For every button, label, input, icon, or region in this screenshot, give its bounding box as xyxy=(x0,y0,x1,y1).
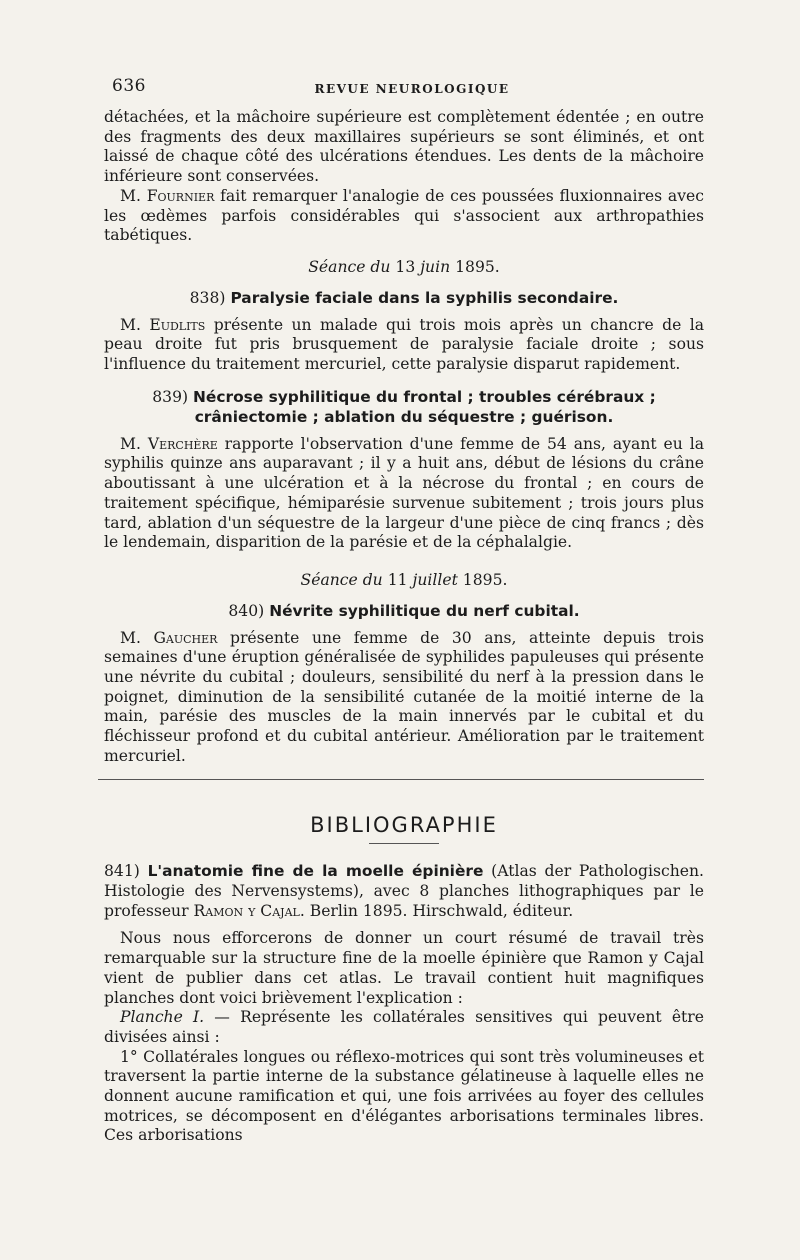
entry-body xyxy=(104,316,704,375)
entry-title-text: Névrite syphilitique du nerf cubital. xyxy=(269,601,580,620)
summary-paragraph: Nous nous efforcerons de donner un court résumé de travail très remarquable sur la structure fine de la moelle épinière que Ramon y Cajal vient de publier dans cet atlas. Le travail contient huit magnifiques planches dont voici brièvement l'explication : xyxy=(104,929,704,1007)
page-body xyxy=(104,108,704,1146)
author-name: Eudlits xyxy=(149,315,206,334)
entry-body xyxy=(104,435,704,553)
entry-number: 838) xyxy=(189,288,231,307)
paragraph-continued: détachées, et la mâchoire supérieure est complètement édentée ; en outre des fragments des deux maxillaires supérieurs se sont éliminés, et ont laissé de chaque côté des ulcérations étendues. Les dents de la mâchoire inférieure sont conservées. xyxy=(104,108,704,186)
section-heading: BIBLIOGRAPHIE xyxy=(310,812,498,837)
entry-publisher: . Berlin 1895. Hirschwald, éditeur. xyxy=(299,901,574,920)
item-paragraph: 1° Collatérales longues ou réflexo-motrices qui sont très volumineuses et traversent la partie interne de la substance gélatineuse à laquelle elles ne donnent aucune ramification et qui, une fois arrivées au foyer des cellules motrices, se décomposent en d'élégantes arborisations terminales libres. Ces arborisations xyxy=(104,1047,704,1145)
planche-paragraph xyxy=(104,1008,704,1047)
entry-title xyxy=(104,387,704,427)
entry-title-text: L'anatomie fine de la moelle épinière xyxy=(147,862,484,881)
entry-text: présente un malade qui trois mois après un chancre de la peau droite fut pris brusquement de paralysie faciale droite ; sous l'influence du traitement mercuriel, cette paralysie disparut rapidement. xyxy=(104,315,704,374)
entry-number: 839) xyxy=(152,387,194,406)
author-name: Verchère xyxy=(147,434,218,453)
section-divider xyxy=(98,779,704,780)
seance-year: 1895. xyxy=(457,570,508,589)
entry-citation: (Atlas der Pathologischen. Histologie des Nervensystems), avec 8 planches lithographiques par le professeur xyxy=(104,862,704,920)
author-name: Gaucher xyxy=(153,628,218,647)
seance-month: juillet xyxy=(412,570,458,589)
planche-text: — Représente les collatérales sensitives qui peuvent être divisées ainsi : xyxy=(104,1008,704,1046)
entry-number: 840) xyxy=(228,601,270,620)
running-head: REVUE NEUROLOGIQUE xyxy=(314,82,510,96)
bibliography-entry xyxy=(104,862,704,921)
seance-month: juin xyxy=(420,257,451,276)
paragraph-text: fait remarquer l'analogie de ces poussées fluxionnaires avec les œdèmes parfois considérables qui s'associent aux arthropathies tabétiques. xyxy=(104,186,704,245)
entry-title xyxy=(104,288,704,308)
entry-body xyxy=(104,629,704,767)
planche-label: Planche I. xyxy=(120,1008,205,1027)
entry-title-text: Nécrose syphilitique du frontal ; troubles cérébraux ; crâniectomie ; ablation du séquestre ; guérison. xyxy=(193,387,656,426)
entry-title-text: Paralysie faciale dans la syphilis secondaire. xyxy=(230,288,619,307)
seance-heading xyxy=(104,571,704,591)
seance-day: 11 xyxy=(382,570,413,589)
seance-label: Séance du xyxy=(300,570,383,589)
page-header xyxy=(112,76,712,100)
paragraph-fournier xyxy=(104,187,704,246)
entry-title xyxy=(104,601,704,621)
page-number: 636 xyxy=(112,76,146,96)
entry-number: 841) xyxy=(104,862,148,881)
seance-heading xyxy=(104,258,704,278)
entry-text: présente une femme de 30 ans, atteinte depuis trois semaines d'une éruption généralisée de syphilides papuleuses qui présente une névrite du cubital ; douleurs, sensibilité du nerf à la pression dans le poignet, diminution de la sensibilité cutanée de la moitié interne de la main, parésie des muscles de la main innervés par le cubital et du fléchisseur profond et du cubital antérieur. Amélioration par le traitement mercuriel. xyxy=(104,628,704,765)
seance-year: 1895. xyxy=(450,257,500,276)
monsieur-abbrev: M. xyxy=(120,186,147,205)
monsieur-abbrev: M. xyxy=(120,628,154,647)
seance-label: Séance du xyxy=(308,257,391,276)
monsieur-abbrev: M. xyxy=(120,315,150,334)
entry-text: rapporte l'observation d'une femme de 54 ans, ayant eu la syphilis quinze ans auparavant ; il y a huit ans, début de lésions du crâne aboutissant à une ulcération et à la nécrose du frontal ; en cours de traitement spécifique, hémiparésie survenue subitement ; trois jours plus tard, ablation d'un séquestre de la largeur d'une pièce de cinq francs ; dès le lendemain, disparition de la parésie et de la céphalalgie. xyxy=(104,434,704,552)
monsieur-abbrev: M. xyxy=(120,434,148,453)
heading-underline xyxy=(369,843,439,844)
seance-day: 13 xyxy=(390,257,421,276)
author-name: Ramon y Cajal xyxy=(193,901,300,920)
author-name: Fournier xyxy=(146,186,215,205)
